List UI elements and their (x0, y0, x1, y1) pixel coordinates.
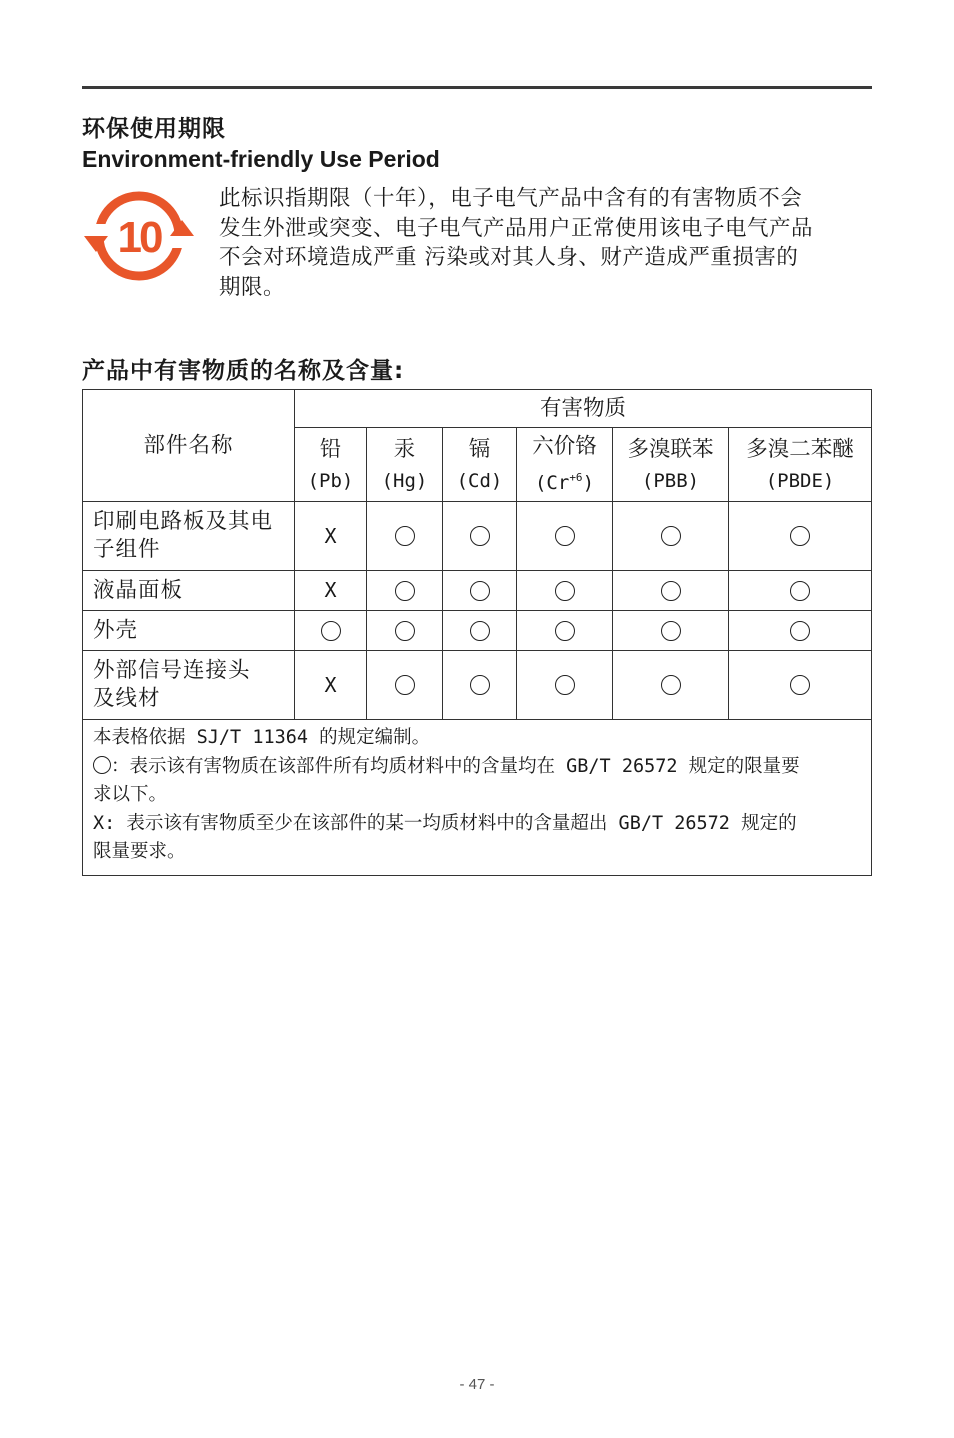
x-mark: X (324, 672, 337, 697)
note-circle: ：表示该有害物质在该部件所有均质材料中的含量均在 GB/T 26572 规定的限量要 (93, 753, 861, 782)
circle-icon (661, 675, 681, 695)
title-chinese: 环保使用期限 (82, 116, 226, 142)
circle-icon (395, 581, 415, 601)
substance-header-cr6: 六价铬 $(Cr^{+6})$ (517, 428, 613, 502)
status-cell (443, 502, 517, 571)
table-row (83, 502, 872, 571)
table-notes (83, 720, 872, 876)
circle-icon (555, 581, 575, 601)
status-cell (517, 611, 613, 651)
status-cell (517, 571, 613, 611)
part-name-cell: 外部信号连接头 及线材 (83, 651, 295, 720)
intro-paragraph (219, 184, 869, 302)
circle-icon (790, 581, 810, 601)
part-name-header: 部件名称 (83, 390, 295, 502)
status-cell (367, 571, 443, 611)
note-circle-cont: 求以下。 (93, 784, 168, 805)
part-name-cell: 外壳 (83, 611, 295, 651)
circle-icon (661, 621, 681, 641)
circle-icon (321, 621, 341, 641)
intro-line: 期限。 (219, 274, 286, 300)
intro-line: 发生外泄或突变、电子电气产品用户正常使用该电子电气产品 (219, 215, 814, 241)
circle-icon (470, 621, 490, 641)
intro-line: 不会对环境造成严重 污染或对其人身、财产造成严重损害的 (219, 245, 799, 270)
substance-header-hg: 汞 (Hg) (367, 428, 443, 502)
hazardous-substances-header: 有害物质 (295, 390, 872, 428)
circle-icon (661, 581, 681, 601)
status-cell (613, 651, 729, 720)
note-x-cont: 限量要求。 (93, 841, 186, 862)
circle-icon (555, 526, 575, 546)
table-row (83, 651, 872, 720)
part-name-cell: 液晶面板 (83, 571, 295, 611)
substance-header-pbb: 多溴联苯 (PBB) (613, 428, 729, 502)
table-row (83, 611, 872, 651)
part-name-cell: 印刷电路板及其电 子组件 (83, 502, 295, 571)
status-cell (613, 611, 729, 651)
status-cell (295, 611, 367, 651)
status-cell (613, 571, 729, 611)
status-cell (443, 651, 517, 720)
intro-line: 此标识指期限（十年），电子电气产品中含有的有害物质不会 (219, 186, 803, 211)
status-cell (367, 611, 443, 651)
circle-icon (555, 621, 575, 641)
circle-icon (395, 526, 415, 546)
status-cell (729, 611, 872, 651)
status-cell (295, 502, 367, 571)
circle-icon (790, 675, 810, 695)
page-number: - 47 - (459, 1376, 495, 1393)
x-mark: X (324, 578, 337, 602)
circle-icon (93, 756, 111, 774)
substance-header-cd: 镉 (Cd) (443, 428, 517, 502)
top-rule (82, 86, 872, 89)
substance-header-pb: 铅 (Pb) (295, 428, 367, 502)
status-cell (729, 571, 872, 611)
circle-icon (470, 581, 490, 601)
circle-icon (661, 526, 681, 546)
status-cell (729, 651, 872, 720)
status-cell (729, 502, 872, 571)
logo-number: 10 (117, 213, 161, 262)
status-cell (517, 651, 613, 720)
circle-icon (395, 621, 415, 641)
circle-icon (395, 675, 415, 695)
table-row (83, 571, 872, 611)
status-cell (367, 651, 443, 720)
status-cell (295, 651, 367, 720)
circle-icon (470, 675, 490, 695)
section-title: 产品中有害物质的名称及含量: (82, 358, 405, 384)
status-cell (517, 502, 613, 571)
title-english: Environment-friendly Use Period (82, 146, 440, 172)
status-cell (367, 502, 443, 571)
hazardous-substance-table (82, 389, 872, 876)
status-cell (443, 611, 517, 651)
circle-icon (555, 675, 575, 695)
circle-icon (790, 526, 810, 546)
status-cell (613, 502, 729, 571)
epup-10-logo-icon (82, 186, 196, 286)
status-cell (295, 571, 367, 611)
substance-header-pbde: 多溴二苯醚 (PBDE) (729, 428, 872, 502)
status-cell (443, 571, 517, 611)
note-basis: 本表格依据 SJ/T 11364 的规定编制。 (93, 727, 431, 748)
circle-icon (790, 621, 810, 641)
circle-icon (470, 526, 490, 546)
note-x: X: 表示该有害物质至少在该部件的某一均质材料中的含量超出 GB/T 26572 规定的 (93, 812, 797, 834)
x-mark: X (324, 523, 337, 548)
